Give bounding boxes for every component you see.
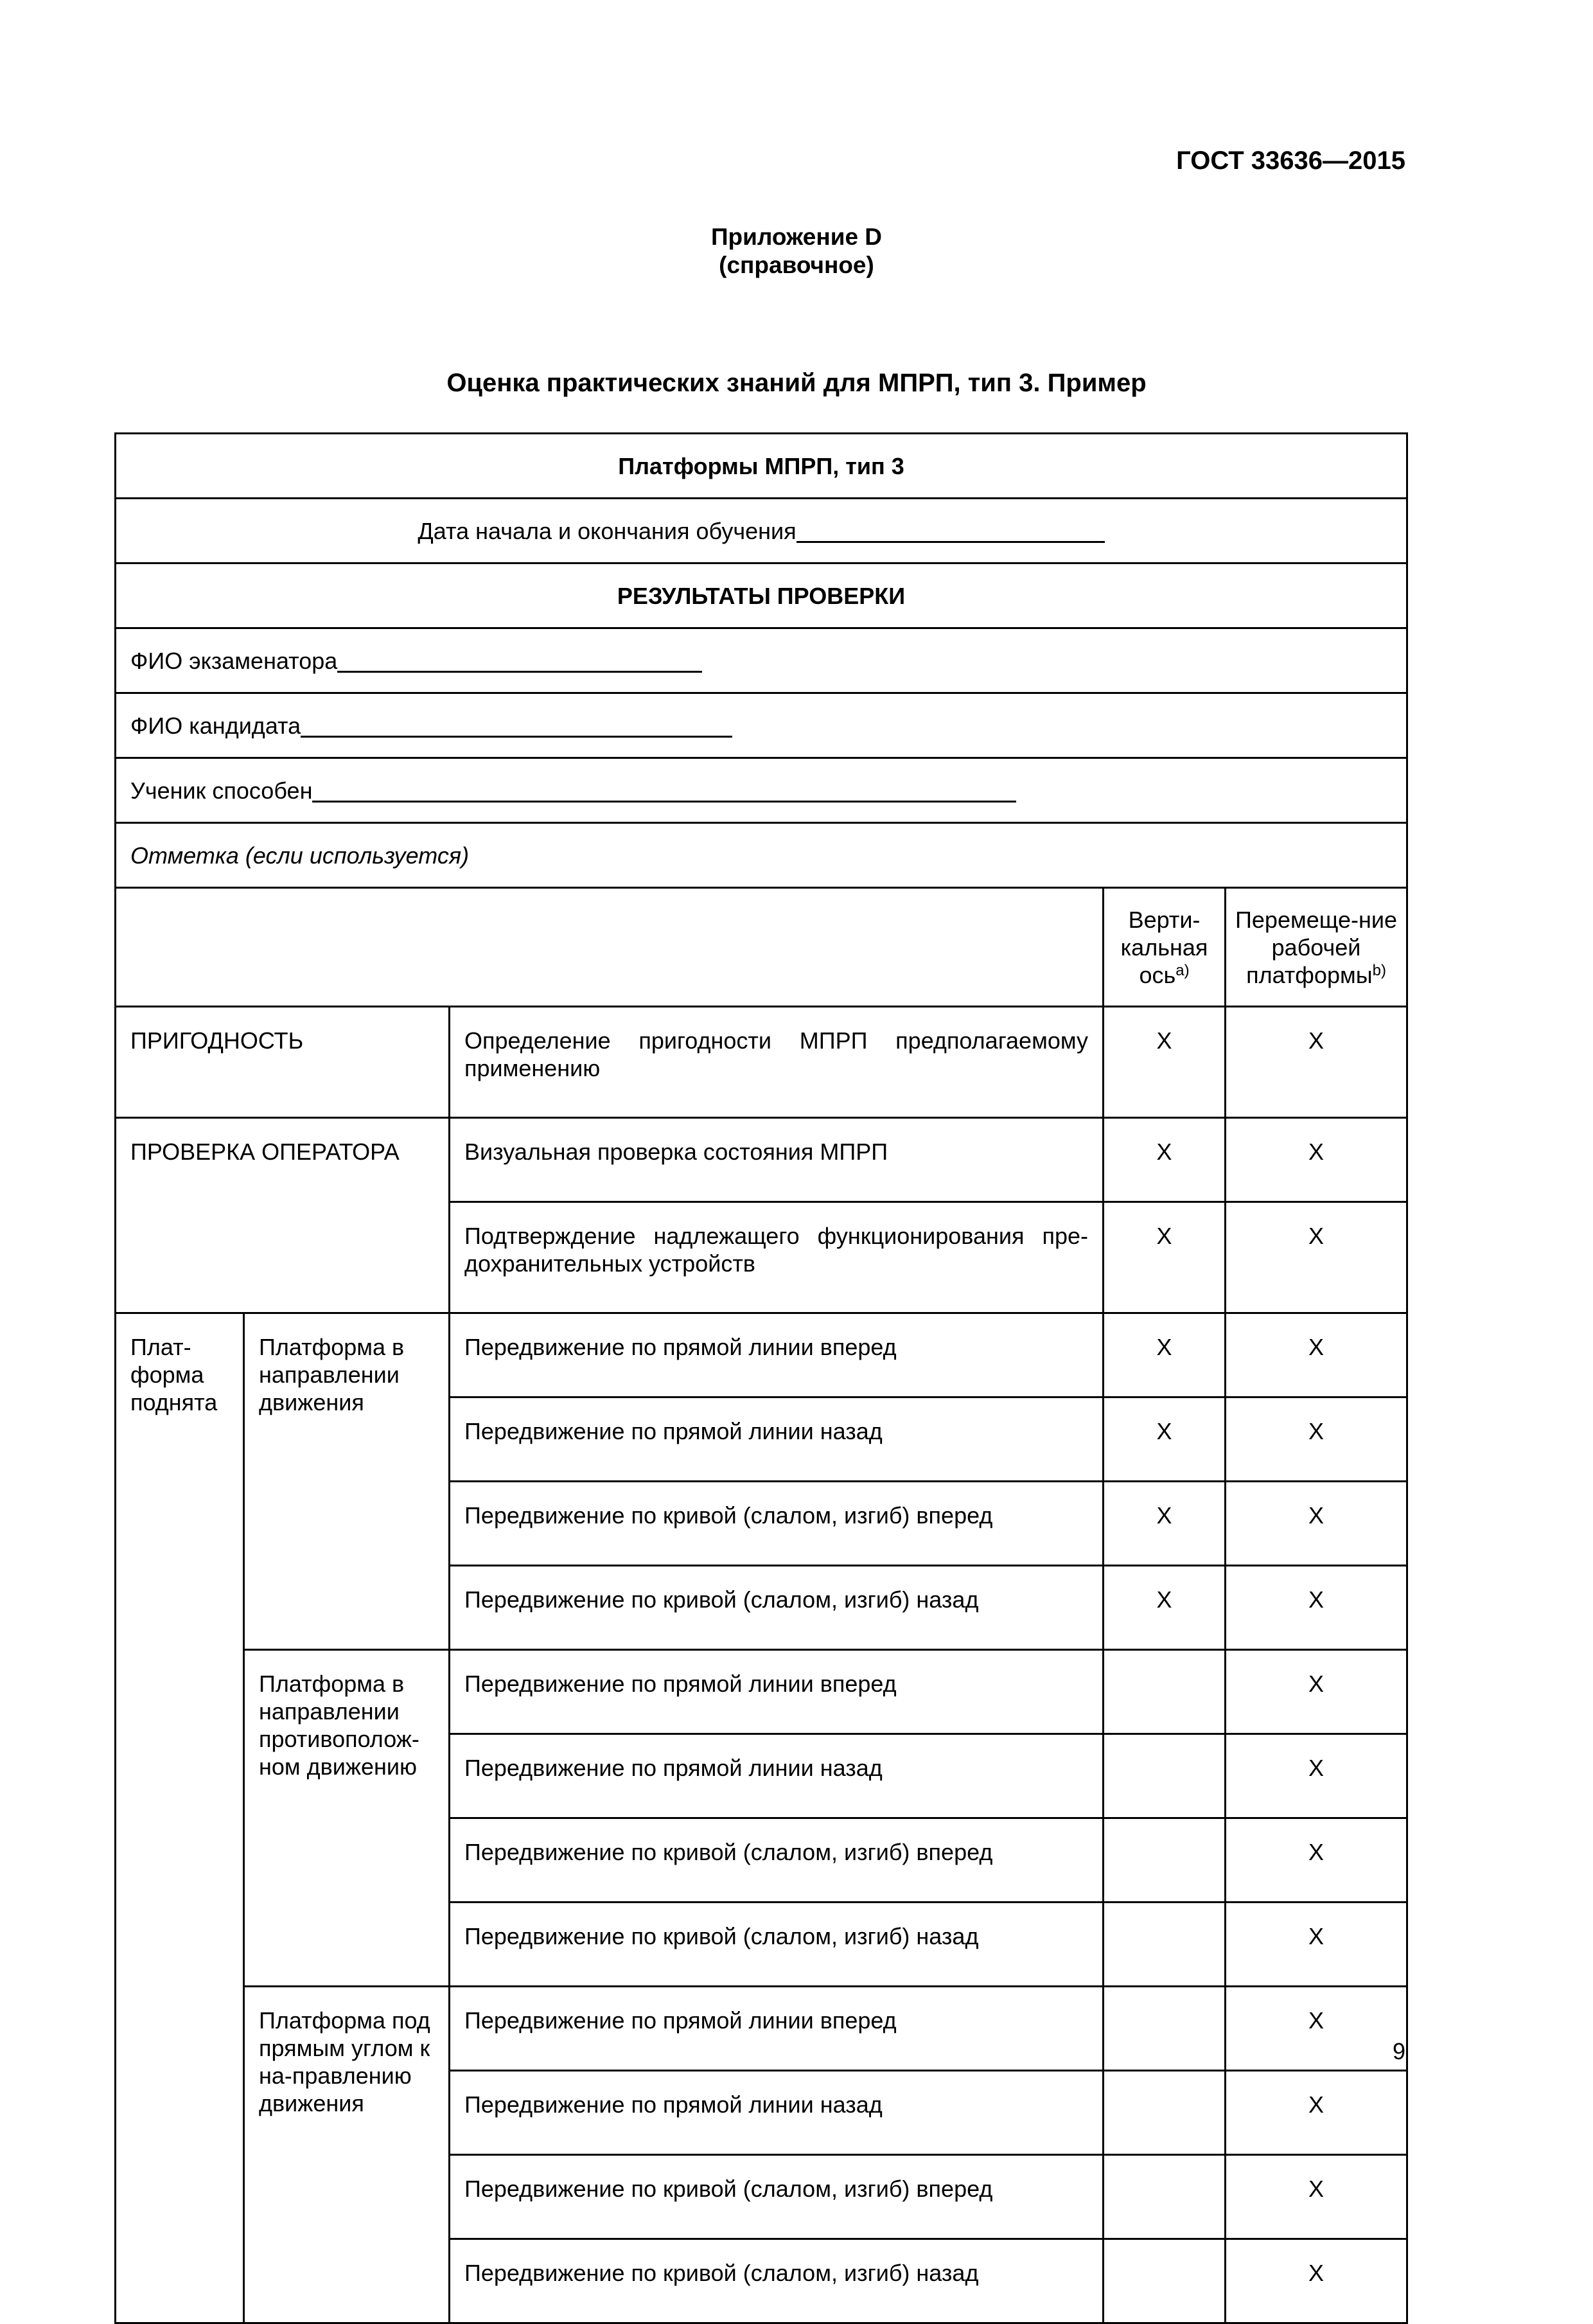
col-vertical-note: а)	[1175, 961, 1190, 979]
mark-vertical: X	[1104, 1397, 1226, 1482]
operator-task: Визуальная проверка состояния МПРП	[464, 1139, 888, 1165]
mark-movement: X	[1226, 2239, 1407, 2323]
task-text: Передвижение по прямой линии назад	[464, 1755, 883, 1781]
task-cell	[450, 1313, 1104, 1397]
page-number: 9	[1392, 2038, 1405, 2064]
examiner-line	[337, 649, 702, 673]
group-label: Платформа под прямым углом к на-правлению движения	[259, 2007, 430, 2116]
mark-vertical: X	[1104, 1313, 1226, 1397]
task-text: Передвижение по кривой (слалом, изгиб) вперед	[464, 2176, 993, 2202]
training-dates-label: Дата начала и окончания обучения	[418, 517, 796, 544]
task-text: Передвижение по прямой линии вперед	[464, 2007, 897, 2034]
mark-vertical-empty	[1104, 1818, 1226, 1903]
raised-label: Плат-форма поднята	[130, 1334, 218, 1415]
training-dates-cell	[116, 499, 1407, 563]
task-cell	[450, 1482, 1104, 1566]
mark-vertical-empty	[1104, 1987, 1226, 2071]
appendix-title: Приложение D	[710, 224, 883, 250]
results-title-cell	[116, 563, 1407, 628]
task-cell	[450, 1118, 1104, 1202]
mark-vertical-empty	[1104, 2071, 1226, 2155]
mark-movement: X	[1226, 1987, 1407, 2071]
student-cell	[116, 758, 1407, 823]
task-cell	[450, 1202, 1104, 1313]
task-text: Передвижение по прямой линии назад	[464, 2091, 883, 2118]
candidate-line	[301, 714, 732, 738]
student-label: Ученик способен	[130, 777, 313, 804]
task-text: Передвижение по кривой (слалом, изгиб) назад	[464, 1586, 979, 1613]
mark-vertical-empty	[1104, 2239, 1226, 2323]
mark-movement: X	[1226, 2155, 1407, 2239]
task-text: Передвижение по кривой (слалом, изгиб) назад	[464, 1923, 979, 1949]
mark-vertical: X	[1104, 1202, 1226, 1313]
task-text: Передвижение по прямой линии вперед	[464, 1334, 897, 1360]
assessment-table	[114, 432, 1408, 2324]
examiner-label: ФИО экзаменатора	[130, 647, 338, 674]
mark-movement: X	[1226, 1734, 1407, 1818]
mark-movement: X	[1226, 1903, 1407, 1987]
student-line	[312, 779, 1016, 803]
results-title: РЕЗУЛЬТАТЫ ПРОВЕРКИ	[617, 582, 906, 609]
mark-movement: X	[1226, 1007, 1407, 1118]
task-cell	[450, 1818, 1104, 1903]
group-label: Платформа в направлении противополож-ном движению	[259, 1671, 419, 1780]
raised-label-cell	[116, 1313, 244, 2323]
mark-movement: X	[1226, 1202, 1407, 1313]
task-cell	[450, 2155, 1104, 2239]
task-cell	[450, 2239, 1104, 2323]
mark-vertical-empty	[1104, 1903, 1226, 1987]
operator-task: Подтверждение надлежащего функционирования пре-дохранительных устройств	[464, 1223, 1088, 1277]
mark-vertical-empty	[1104, 2155, 1226, 2239]
candidate-label: ФИО кандидата	[130, 712, 301, 739]
mark-movement: X	[1226, 2071, 1407, 2155]
group-label-cell	[244, 1987, 450, 2323]
mark-vertical: X	[1104, 1566, 1226, 1650]
mark-vertical-empty	[1104, 1650, 1226, 1734]
task-cell	[450, 1650, 1104, 1734]
task-text: Передвижение по кривой (слалом, изгиб) вперед	[464, 1839, 993, 1865]
task-cell	[450, 1007, 1104, 1118]
task-text: Передвижение по прямой линии вперед	[464, 1671, 897, 1697]
task-cell	[450, 1397, 1104, 1482]
task-text: Передвижение по кривой (слалом, изгиб) вперед	[464, 1502, 993, 1529]
suitability-label-cell	[116, 1007, 450, 1118]
group-label-cell	[244, 1313, 450, 1650]
mark-movement: X	[1226, 1313, 1407, 1397]
col-vertical-header	[1104, 888, 1226, 1007]
col-vertical-label: Верти-кальная ось	[1120, 906, 1208, 988]
platform-title: Платформы МПРП, тип 3	[618, 452, 904, 479]
platform-title-cell	[116, 434, 1407, 499]
table-caption: Оценка практических знаний для МПРП, тип 3. Пример	[446, 369, 1147, 397]
task-cell	[450, 2071, 1104, 2155]
task-text: Передвижение по кривой (слалом, изгиб) назад	[464, 2260, 979, 2286]
operator-check-label-cell	[116, 1118, 450, 1313]
mark-vertical: X	[1104, 1118, 1226, 1202]
mark-movement: X	[1226, 1397, 1407, 1482]
standard-number: ГОСТ 33636—2015	[1176, 146, 1405, 175]
col-movement-label: Перемеще-ние рабочей платформы	[1235, 906, 1397, 988]
task-cell	[450, 1734, 1104, 1818]
header-empty-cell	[116, 888, 1104, 1007]
mark-movement: X	[1226, 1566, 1407, 1650]
mark-vertical: X	[1104, 1007, 1226, 1118]
suitability-label: ПРИГОДНОСТЬ	[130, 1027, 304, 1054]
mark-vertical: X	[1104, 1482, 1226, 1566]
examiner-cell	[116, 628, 1407, 693]
mark-label: Отметка (если используется)	[130, 842, 470, 869]
group-label-cell	[244, 1650, 450, 1987]
suitability-task: Определение пригодности МПРП предполагаемому применению	[464, 1027, 1088, 1081]
appendix-subtitle: (справочное)	[719, 252, 874, 278]
mark-cell	[116, 823, 1407, 888]
mark-movement: X	[1226, 1650, 1407, 1734]
task-cell	[450, 1987, 1104, 2071]
group-label: Платформа в направлении движения	[259, 1334, 405, 1415]
mark-vertical-empty	[1104, 1734, 1226, 1818]
mark-movement: X	[1226, 1118, 1407, 1202]
task-cell	[450, 1903, 1104, 1987]
task-cell	[450, 1566, 1104, 1650]
candidate-cell	[116, 693, 1407, 758]
col-movement-header	[1226, 888, 1407, 1007]
task-text: Передвижение по прямой линии назад	[464, 1418, 883, 1444]
training-dates-line	[796, 519, 1105, 543]
mark-movement: X	[1226, 1482, 1407, 1566]
mark-movement: X	[1226, 1818, 1407, 1903]
operator-check-label: ПРОВЕРКА ОПЕРАТОРА	[130, 1139, 400, 1165]
col-movement-note: b)	[1372, 961, 1386, 979]
